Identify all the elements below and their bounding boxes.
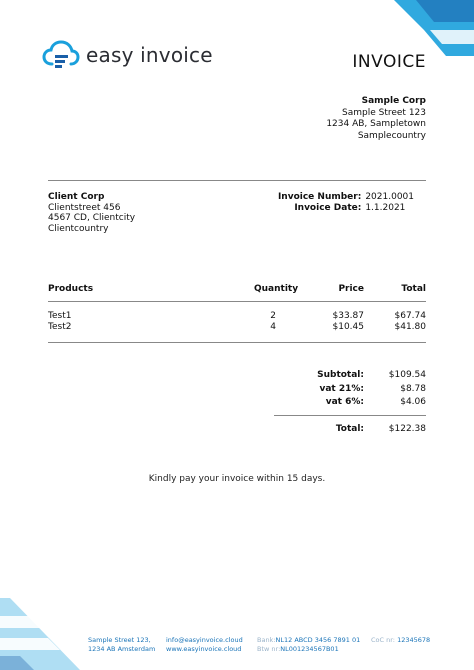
document-title: INVOICE: [352, 52, 426, 72]
subtotal-row: [274, 370, 426, 384]
client-country: Clientcountry: [48, 223, 109, 234]
footer-bank-label: Bank:: [257, 636, 276, 644]
corner-decoration-bottom-left: [0, 598, 80, 670]
row-product: Test2: [48, 322, 72, 332]
footer-bank: [257, 636, 360, 654]
header-total: Total: [401, 284, 426, 294]
row-quantity: 4: [270, 322, 276, 332]
sender-country: Samplecountry: [357, 130, 426, 141]
totals-divider: [274, 415, 426, 416]
header-price: Price: [338, 284, 364, 294]
client-address: [48, 192, 135, 234]
row-price: $33.87: [332, 311, 364, 321]
sender-address: [326, 96, 426, 142]
vat-21-label: vat 21%:: [319, 383, 364, 394]
vat-21-value: $8.78: [400, 383, 426, 394]
table-row: [48, 311, 426, 322]
invoice-date-value: 1.1.2021: [365, 202, 406, 213]
vat-6-label: vat 6%:: [325, 397, 364, 407]
row-product: Test1: [48, 311, 72, 321]
invoice-date-label: Invoice Date:: [294, 202, 362, 213]
sender-city: 1234 AB, Sampletown: [326, 119, 426, 129]
footer-coc-value: 12345678: [397, 636, 431, 644]
footer-bank-value: NL12 ABCD 3456 7891 01: [275, 636, 361, 644]
header-products: Products: [48, 284, 94, 294]
products-table-header: [48, 284, 426, 301]
row-total: $41.80: [394, 322, 426, 332]
invoice-number-value: 2021.0001: [365, 192, 414, 202]
logo-text: easy invoice: [86, 43, 213, 67]
client-city: 4567 CD, Clientcity: [48, 213, 136, 223]
row-quantity: 2: [270, 311, 276, 321]
grand-total-label: Total:: [335, 423, 364, 434]
client-street: Clientstreet 456: [48, 202, 121, 213]
table-footer-divider: [48, 342, 426, 343]
vat-6-value: $4.06: [400, 397, 426, 407]
sender-street: Sample Street 123: [342, 107, 426, 118]
totals-block: [274, 370, 426, 437]
footer-coc-label: CoC nr:: [371, 636, 395, 644]
header-quantity: Quantity: [254, 284, 299, 294]
footer-contact: [166, 636, 243, 654]
products-table: [48, 284, 426, 343]
payment-note: Kindly pay your invoice within 15 days.: [148, 474, 326, 484]
products-table-body: [48, 302, 426, 342]
corner-decoration-top-right: [394, 0, 474, 56]
row-price: $10.45: [332, 322, 364, 332]
table-row: [48, 322, 426, 333]
sender-name: Sample Corp: [361, 96, 426, 106]
footer-address-line1: Sample Street 123,: [88, 636, 151, 644]
subtotal-label: Subtotal:: [317, 370, 364, 380]
vat-21-row: [274, 384, 426, 398]
row-total: $67.74: [394, 311, 426, 321]
footer-coc: [371, 636, 430, 645]
footer-btw-label: Btw nr:: [257, 645, 281, 653]
footer-address: [88, 636, 155, 654]
grand-total-value: $122.38: [388, 423, 426, 434]
footer-email[interactable]: info@easyinvoice.cloud: [166, 636, 243, 644]
vat-6-row: [274, 397, 426, 411]
subtotal-value: $109.54: [388, 370, 426, 380]
invoice-meta: [278, 192, 414, 213]
invoice-number-label: Invoice Number:: [277, 192, 362, 202]
cloud-logo-icon: [42, 40, 80, 70]
client-name: Client Corp: [48, 192, 105, 202]
grand-total-row: [274, 424, 426, 438]
footer-address-line2: 1234 AB Amsterdam: [88, 645, 156, 653]
footer-btw-value: NL001234567B01: [280, 645, 339, 653]
footer-website[interactable]: www.easyinvoice.cloud: [166, 645, 242, 653]
header-divider: [48, 180, 426, 181]
brand-logo: [42, 40, 213, 70]
